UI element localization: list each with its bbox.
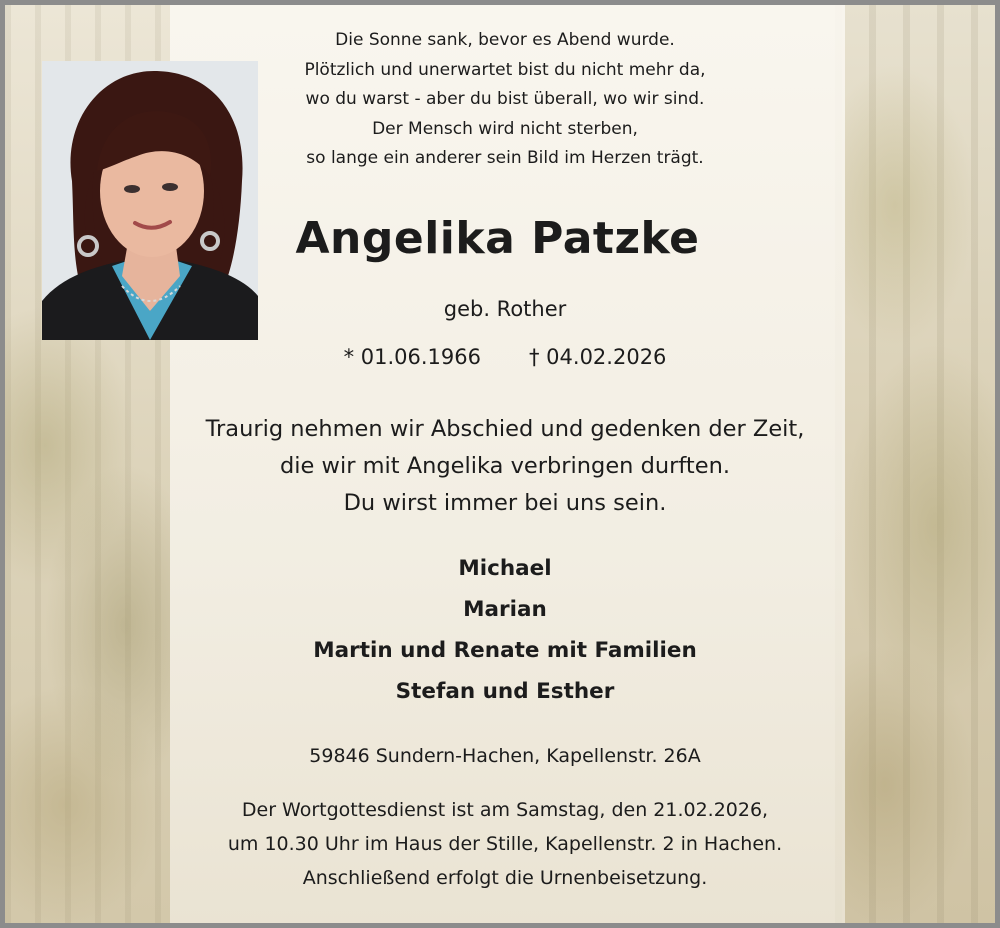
birth-date: * 01.06.1966 — [343, 345, 481, 369]
birth-name: geb. Rother — [443, 297, 567, 321]
service-info — [5, 793, 1000, 895]
family-member: Stefan und Esther — [395, 679, 615, 704]
family-list — [5, 548, 1000, 712]
mourning-message — [5, 411, 1000, 522]
death-date: † 04.02.2026 — [529, 345, 667, 369]
family-member: Martin und Renate mit Familien — [313, 638, 697, 663]
address: 59846 Sundern-Hachen, Kapellenstr. 26A — [309, 745, 701, 767]
deceased-name: Angelika Patzke — [295, 213, 700, 264]
life-dates — [5, 345, 1000, 369]
poem-line: Die Sonne sank, bevor es Abend wurde. — [335, 30, 675, 50]
poem-line: wo du warst - aber du bist überall, wo wir sind. — [305, 89, 705, 109]
service-line: Der Wortgottesdienst ist am Samstag, den 21.02.2026, — [241, 799, 769, 821]
family-member: Marian — [463, 597, 547, 622]
poem — [5, 26, 1000, 174]
message-line: die wir mit Angelika verbringen durften. — [280, 453, 730, 479]
service-line: um 10.30 Uhr im Haus der Stille, Kapellenstr. 2 in Hachen. — [227, 833, 783, 855]
service-line: Anschließend erfolgt die Urnenbeisetzung. — [302, 867, 708, 889]
poem-line: Der Mensch wird nicht sterben, — [372, 118, 638, 139]
poem-line: so lange ein anderer sein Bild im Herzen trägt. — [306, 148, 704, 168]
message-line: Traurig nehmen wir Abschied und gedenken der Zeit, — [205, 416, 805, 442]
message-line: Du wirst immer bei uns sein. — [343, 490, 667, 516]
poem-line: Plötzlich und unerwartet bist du nicht mehr da, — [304, 59, 706, 80]
family-member: Michael — [458, 556, 552, 581]
